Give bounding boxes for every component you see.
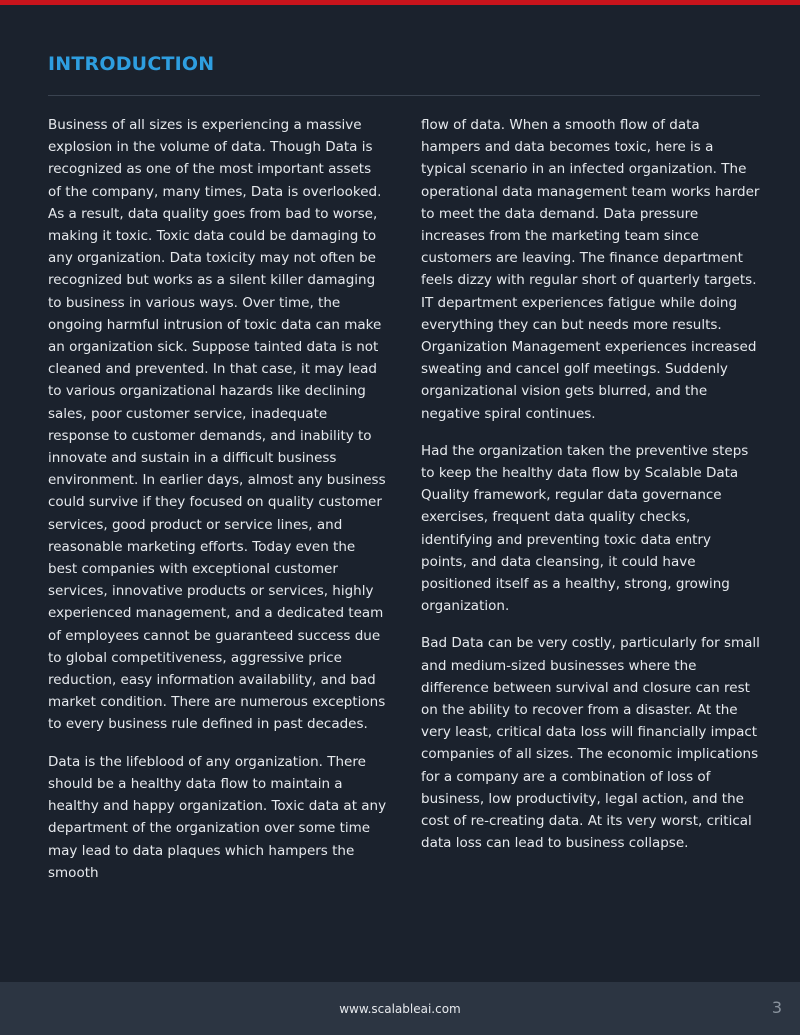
paragraph-business-sizes: Business of all sizes is experiencing a massive explosion in the volume of data. Though Data is recognized as one of the most important assets of the company, many times, Data is overlooked. As a result, data quality goes from bad to worse, making it toxic. Toxic data could be damaging to any organization. Data toxicity may not often be recognized but works as a silent killer damaging to business in various ways. Over time, the ongoing harmful intrusion of toxic data can make an organization sick. Suppose tainted data is not cleaned and prevented. In that case, it may lead to various organizational hazards like declining sales, poor customer service, inadequate response to customer demands, and inability to innovate and sustain in a difficult business environment. In earlier days, almost any business could survive if they focused on quality customer services, good product or service lines, and reasonable marketing efforts. Today even the best companies with exceptional customer services, innovative products or services, highly experienced management, and a dedicated team of employees cannot be guaranteed success due to global competitiveness, aggressive price reduction, easy information availability, and bad market condition. There are numerous exceptions to every business rule defined in past decades. bbox=[48, 117, 386, 733]
page-number: 3 bbox=[771, 998, 782, 1017]
page-footer bbox=[0, 982, 800, 1035]
heading-divider bbox=[48, 95, 760, 96]
section-heading: INTRODUCTION bbox=[48, 53, 215, 75]
footer-website-link[interactable]: www.scalableai.com bbox=[339, 1002, 461, 1016]
paragraph-data-lifeblood: Data is the lifeblood of any organization. There should be a healthy data flow to maintain a healthy and happy organization. Toxic data at any department of the organization over some time may lead to data plaques which hampers the smooth bbox=[48, 753, 387, 881]
top-accent-bar bbox=[0, 0, 800, 5]
left-column bbox=[48, 114, 388, 899]
paragraph-data-flow-continued: flow of data. When a smooth flow of data hampers and data becomes toxic, here is a typical scenario in an infected organization. The operational data management team works harder to meet the data demand. Data pressure increases from the marketing team since customers are leaving. The finance department feels dizzy with regular short of quarterly targets. IT department experiences fatigue while doing everything they can but needs more results. Organization Management experiences increased sweating and cancel golf meetings. Suddenly organizational vision gets blurred, and the negative spiral continues. bbox=[421, 117, 760, 422]
paragraph-bad-data-cost: Bad Data can be very costly, particularly for small and medium-sized businesses where the difference between survival and closure can rest on the ability to recover from a disaster. At the very least, critical data loss will financially impact companies of all sizes. The economic implications for a company are a combination of loss of business, low productivity, legal action, and the cost of re-creating data. At its very worst, critical data loss can lead to business collapse. bbox=[421, 635, 760, 852]
right-column bbox=[421, 114, 761, 870]
paragraph-preventive-steps: Had the organization taken the preventive steps to keep the healthy data flow by Scalable Data Quality framework, regular data governance exercises, frequent data quality checks, identifying and preventing toxic data entry points, and data cleansing, it could have positioned itself as a healthy, strong, growing organization. bbox=[421, 442, 749, 615]
